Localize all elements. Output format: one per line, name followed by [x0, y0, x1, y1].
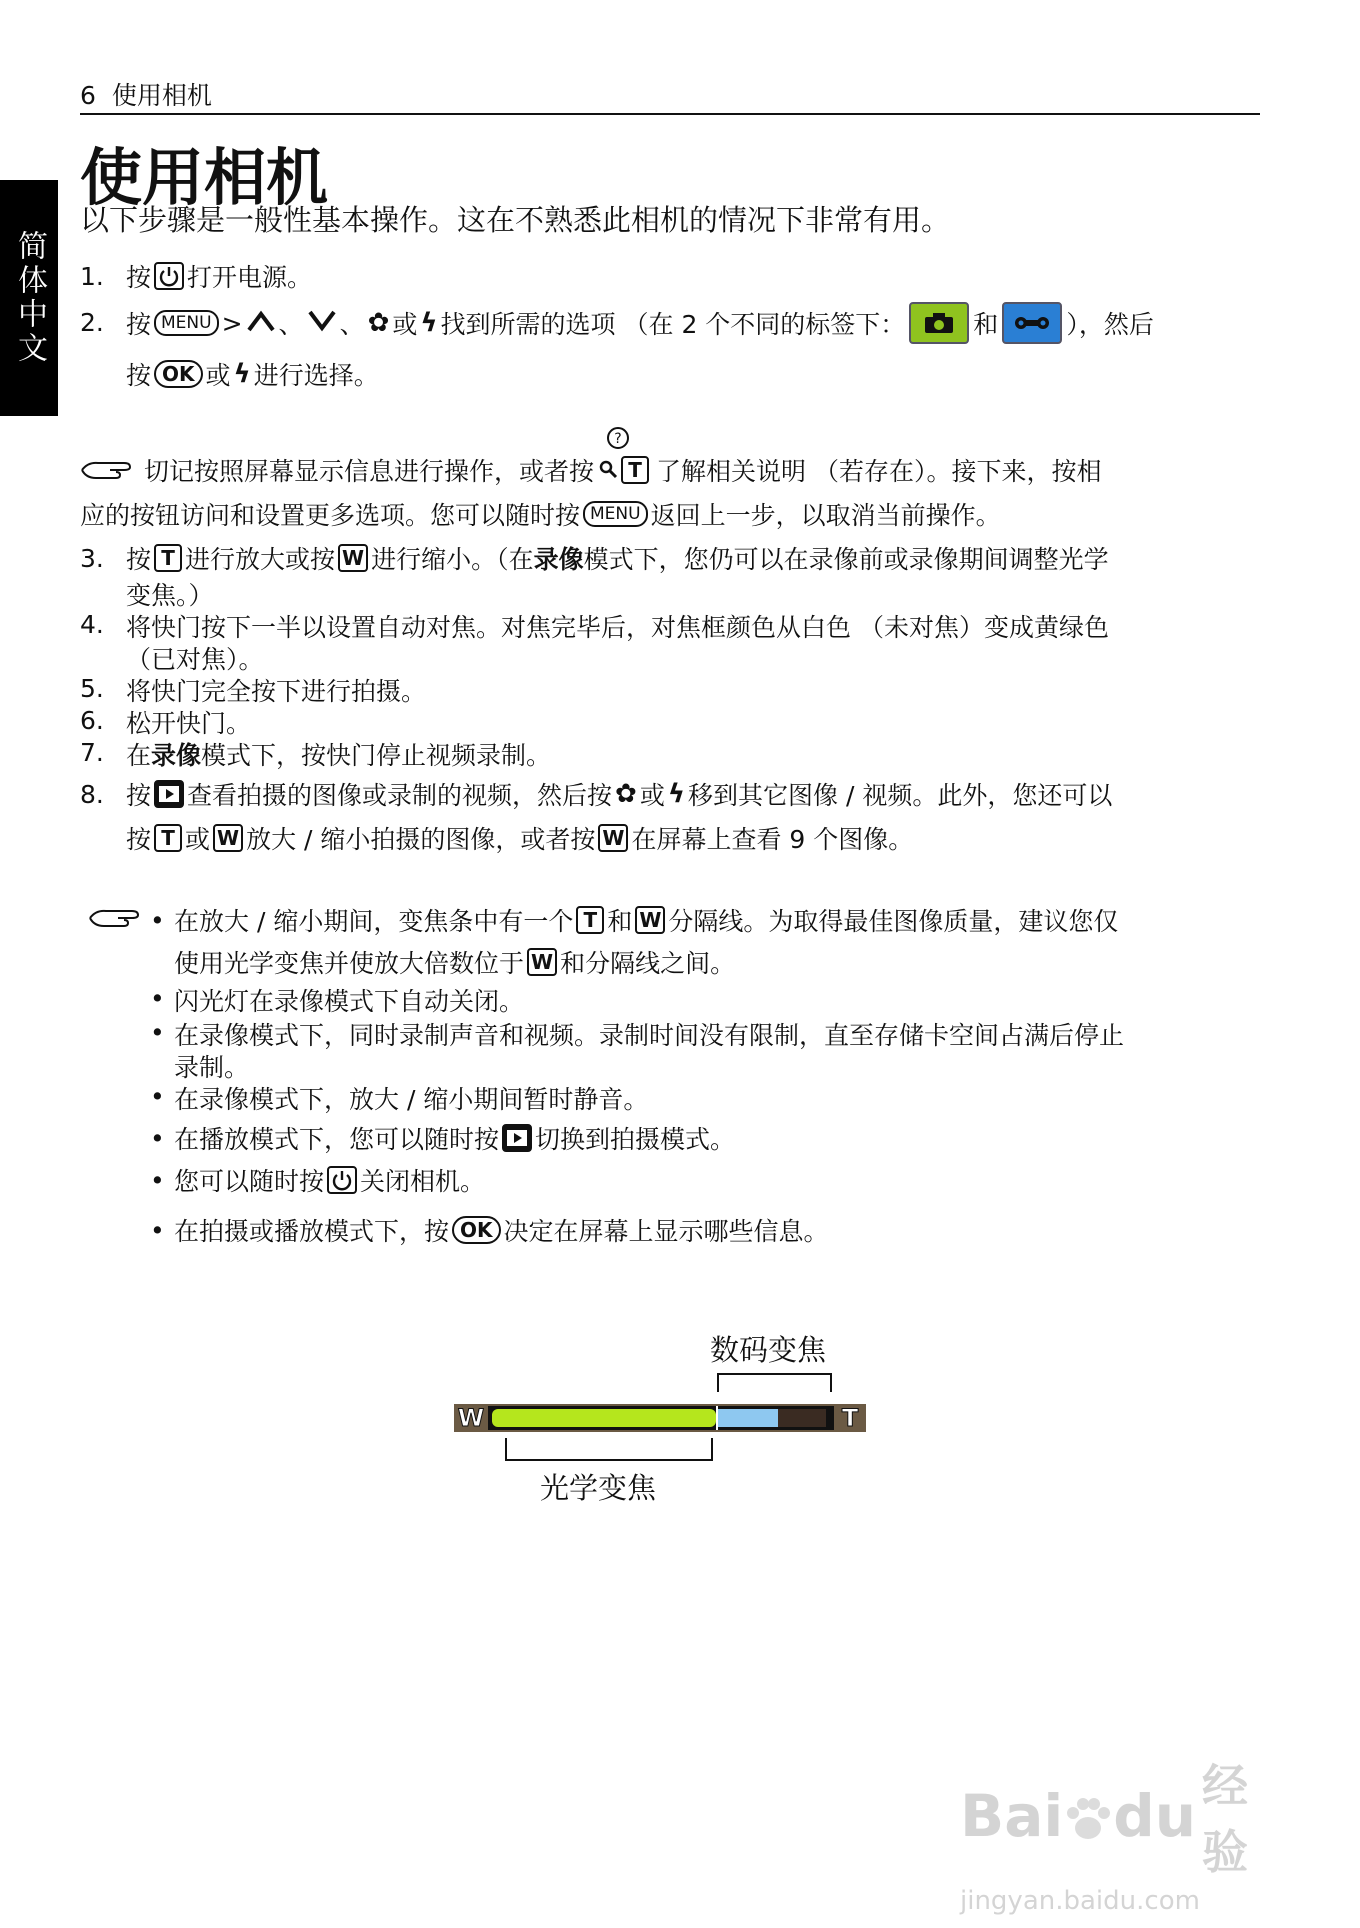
step-text: 查看拍摄的图像或录制的视频，然后按	[187, 781, 613, 810]
note-1-line-2	[80, 496, 1001, 532]
step-text: 和	[973, 310, 999, 339]
section-name: 使用相机	[111, 81, 212, 110]
tele-key-icon: T	[621, 456, 649, 484]
page-header	[80, 76, 212, 112]
watermark	[960, 1750, 1290, 1916]
step-number: 1.	[80, 262, 104, 291]
step-text: 或	[639, 781, 665, 810]
step-4-line-2: （已对焦）。	[126, 645, 264, 674]
step-number: 7.	[80, 738, 104, 767]
help-question-icon	[606, 426, 630, 456]
page-number: 6	[80, 81, 96, 110]
zoom-w-label: W	[457, 1404, 485, 1432]
bullet: •	[150, 1082, 165, 1111]
note-text: 在播放模式下，您可以随时按	[174, 1125, 500, 1154]
step-8-line-2	[126, 820, 913, 856]
wide-key-icon: W	[527, 948, 557, 976]
note-item-1	[174, 902, 1118, 938]
step-text: 、	[339, 310, 365, 339]
step-7	[126, 736, 551, 772]
step-text: 按	[126, 263, 152, 292]
watermark-brand: Bai	[960, 1782, 1064, 1850]
note-item-6	[174, 1162, 485, 1198]
step-text: 、	[278, 310, 304, 339]
step-number: 3.	[80, 544, 104, 573]
note-item-4: 在录像模式下，放大 / 缩小期间暂时静音。	[174, 1085, 649, 1114]
step-text: >	[221, 308, 243, 338]
language-tab	[0, 180, 58, 416]
watermark-brand-2: du	[1113, 1782, 1197, 1850]
wide-key-icon: W	[635, 906, 665, 934]
wide-key-icon: W	[598, 824, 628, 852]
step-text: 或	[185, 825, 211, 854]
step-6: 松开快门。	[126, 709, 252, 738]
ok-key-icon: OK	[452, 1216, 501, 1244]
step-text: 找到所需的选项 （在 2 个不同的标签下：	[440, 310, 906, 339]
step-text: 移到其它图像 / 视频。此外，您还可以	[688, 781, 1113, 810]
flash-icon: ϟ	[667, 779, 685, 809]
step-text: 按	[126, 781, 152, 810]
step-number: 5.	[80, 674, 104, 703]
tele-key-icon: T	[576, 906, 604, 934]
step-text: 打开电源。	[187, 263, 313, 292]
step-text: 进行选择。	[253, 361, 379, 390]
playback-icon	[502, 1124, 532, 1152]
step-4: 将快门按下一半以设置自动对焦。对焦完毕后，对焦框颜色从白色 （未对焦）变成黄绿色	[126, 613, 1109, 642]
watermark-cn: 经验	[1202, 1759, 1249, 1879]
watermark-url: jingyan.baidu.com	[960, 1886, 1200, 1916]
note-text: 切记按照屏幕显示信息进行操作，或者按	[144, 457, 595, 486]
note-text: 在拍摄或播放模式下，按	[174, 1217, 450, 1246]
zoom-bar-diagram	[450, 1368, 870, 1478]
step-number: 2.	[80, 308, 104, 337]
note-item-5	[174, 1120, 735, 1156]
intro-text: 以下步骤是一般性基本操作。这在不熟悉此相机的情况下非常有用。	[80, 203, 951, 237]
setup-tab-icon	[1002, 302, 1062, 344]
tele-key-icon: T	[154, 544, 182, 572]
magnifier-icon	[598, 456, 618, 485]
macro-flower-icon: ✿	[615, 779, 637, 809]
step-text: 按	[126, 361, 152, 390]
playback-icon	[154, 780, 184, 808]
step-3-line-2: 变焦。）	[126, 581, 214, 610]
header-divider	[80, 113, 1260, 115]
power-icon	[327, 1166, 357, 1194]
up-arrow-icon	[246, 309, 276, 338]
paw-icon	[1063, 1791, 1113, 1841]
step-text: 放大 / 缩小拍摄的图像，或者按	[246, 825, 596, 854]
step-text: 在	[126, 741, 152, 770]
digital-zoom-bracket	[718, 1374, 831, 1392]
optical-zoom-label: 光学变焦	[540, 1471, 657, 1505]
step-text: 或	[205, 361, 231, 390]
tele-key-icon: T	[154, 824, 182, 852]
step-1	[126, 258, 312, 294]
bullet: •	[150, 984, 165, 1013]
note-text: 和分隔线之间。	[560, 949, 736, 978]
bullet: •	[150, 1124, 165, 1153]
step-2-line-2	[126, 356, 379, 392]
flash-icon: ϟ	[420, 308, 438, 338]
down-arrow-icon	[307, 309, 337, 338]
camera-tab-icon	[909, 302, 969, 344]
wide-key-icon: W	[213, 824, 243, 852]
optical-zoom-bracket	[506, 1438, 712, 1460]
note-text: 返回上一步，以取消当前操作。	[650, 501, 1001, 530]
note-text: 使用光学变焦并使放大倍数位于	[174, 949, 525, 978]
step-text: 按	[126, 545, 152, 574]
note-text: 决定在屏幕上显示哪些信息。	[503, 1217, 829, 1246]
step-8	[126, 776, 1112, 812]
power-icon	[154, 262, 184, 290]
bullet: •	[150, 1216, 165, 1245]
note-text: 应的按钮访问和设置更多选项。您可以随时按	[80, 501, 581, 530]
step-text: 模式下，您仍可以在录像前或录像期间调整光学	[583, 545, 1109, 574]
note-hand-icon	[88, 906, 142, 930]
bullet: •	[150, 1018, 165, 1047]
step-number: 6.	[80, 706, 104, 735]
menu-key-icon: MENU	[583, 501, 648, 527]
note-item-3: 在录像模式下，同时录制声音和视频。录制时间没有限制，直至存储卡空间占满后停止	[174, 1021, 1125, 1050]
step-text: 按	[126, 310, 152, 339]
optical-zoom-segment	[492, 1409, 716, 1427]
step-text: 按	[126, 825, 152, 854]
step-text: ），然后	[1066, 310, 1154, 339]
note-text: 在放大 / 缩小期间，变焦条中有一个	[174, 907, 574, 936]
ok-key-icon: OK	[154, 360, 203, 388]
note-text: 关闭相机。	[360, 1167, 486, 1196]
zoom-t-label: T	[841, 1404, 859, 1432]
step-text: 或	[392, 310, 418, 339]
note-hand-icon	[80, 458, 134, 482]
note-text: 分隔线。为取得最佳图像质量，建议您仅	[668, 907, 1119, 936]
note-text: 和	[607, 907, 633, 936]
step-3	[126, 540, 1109, 576]
note-text: 了解相关说明 （若存在）。接下来，按相	[656, 457, 1102, 486]
svg-text:?: ?	[614, 430, 622, 447]
step-number: 8.	[80, 780, 104, 809]
bullet: •	[150, 1166, 165, 1195]
step-text: 进行放大或按	[185, 545, 336, 574]
step-text: 在屏幕上查看 9 个图像。	[631, 825, 914, 854]
language-tab-label: 简体中文	[12, 230, 47, 366]
wide-key-icon: W	[338, 544, 368, 572]
step-2	[126, 302, 1154, 344]
step-text: 进行缩小。（在	[371, 545, 534, 574]
macro-flower-icon: ✿	[367, 308, 390, 338]
step-number: 4.	[80, 610, 104, 639]
digital-zoom-segment	[718, 1409, 778, 1427]
step-text: 模式下，按快门停止视频录制。	[201, 741, 552, 770]
note-item-2: 闪光灯在录像模式下自动关闭。	[174, 987, 525, 1016]
note-item-7	[174, 1212, 829, 1248]
digital-zoom-label: 数码变焦	[710, 1333, 827, 1367]
menu-key-icon: MENU	[154, 310, 219, 336]
page-title: 使用相机	[80, 141, 329, 214]
note-text: 您可以随时按	[174, 1167, 325, 1196]
step-bold-text: 录像	[533, 545, 584, 574]
flash-icon: ϟ	[233, 359, 251, 389]
step-5: 将快门完全按下进行拍摄。	[126, 677, 427, 706]
help-key-group	[598, 430, 652, 485]
step-bold-text: 录像	[151, 741, 202, 770]
note-text: 切换到拍摄模式。	[535, 1125, 736, 1154]
note-item-1-line-2	[174, 944, 735, 980]
bullet: •	[150, 906, 165, 935]
note-item-3-line-2: 录制。	[174, 1053, 250, 1082]
note-1-line-1	[144, 430, 1102, 488]
